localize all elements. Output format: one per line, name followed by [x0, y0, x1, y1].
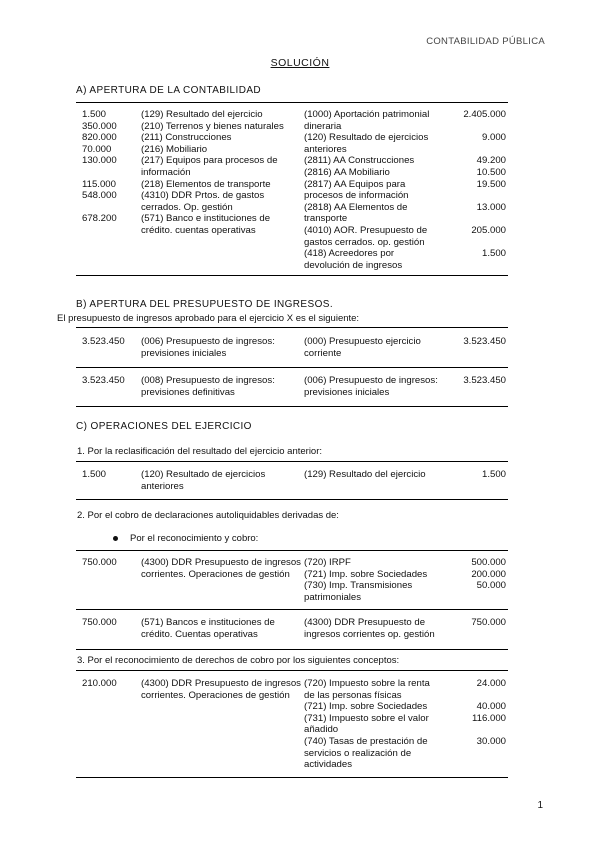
section-c-heading: C) OPERACIONES DEL EJERCICIO: [76, 421, 252, 432]
credit-account: (740) Tasas de prestación de servicios o realización de actividades: [304, 735, 428, 771]
section-b-table: [76, 327, 508, 407]
credit-account: (006) Presupuesto de ingresos: previsiones iniciales: [304, 375, 438, 398]
credit-amount: 1.500: [481, 248, 506, 260]
credit-account: (731) Impuesto sobre el valor añadido: [304, 712, 429, 736]
credit-amount: 40.000: [476, 701, 506, 713]
amount: 820.000: [82, 132, 117, 144]
credit-amount: 200.000: [471, 568, 506, 580]
credit-account: (2811) AA Construcciones: [304, 155, 415, 167]
credit-amount: 1.500: [481, 469, 506, 480]
credit-amount: 9.000: [481, 132, 506, 144]
credit-amount: 205.000: [471, 224, 506, 236]
credit-account: (2818) AA Elementos de transporte: [304, 201, 408, 225]
credit-amount: 30.000: [476, 735, 506, 747]
credit-account: (2817) AA Equipos para procesos de información: [304, 178, 409, 202]
table-bottom-rule: [76, 275, 508, 276]
credit-amount: 24.000: [476, 678, 506, 689]
table-bottom-rule: [76, 406, 508, 407]
credit-amount: 19.500: [476, 178, 506, 190]
credit-account: (721) Imp. sobre Sociedades: [304, 568, 428, 580]
credit-amount: 750.000: [471, 617, 506, 629]
credit-amount: 2.405.000: [463, 109, 506, 120]
amount: [82, 167, 141, 179]
credit-account: (2816) AA Mobiliario: [304, 166, 390, 178]
debit-account: (006) Presupuesto de ingresos: previsiones iniciales: [141, 336, 275, 359]
amount: 678.200: [82, 213, 117, 225]
amount: 70.000: [82, 143, 112, 155]
amount: 130.000: [82, 155, 117, 167]
credit-account: (720) IRPF: [304, 557, 351, 568]
credit-amount: 50.000: [476, 580, 506, 592]
table-bottom-rule: [76, 649, 508, 650]
credit-account: (129) Resultado del ejercicio: [304, 469, 426, 480]
debit-amount: 750.000: [82, 557, 117, 568]
debit-account: (4300) DDR Presupuesto de ingresos corrientes. Operaciones de gestión: [141, 557, 301, 580]
running-header: CONTABILIDAD PÚBLICA: [426, 36, 545, 47]
table-bottom-rule: [76, 499, 508, 500]
debit-amount: 750.000: [82, 617, 117, 629]
item-1-table: [76, 461, 508, 500]
credit-amount: 3.523.450: [463, 375, 506, 387]
debit-account: (4300) DDR Presupuesto de ingresos corrientes. Operaciones de gestión: [141, 678, 301, 701]
credit-amount: 49.200: [476, 155, 506, 167]
item-2-label: 2. Por el cobro de declaraciones autoliquidables derivadas de:: [77, 510, 339, 521]
debit-account: (008) Presupuesto de ingresos: previsiones definitivas: [141, 375, 275, 398]
section-b-intro: El presupuesto de ingresos aprobado para el ejercicio X es el siguiente:: [57, 313, 360, 324]
debit-amount: 3.523.450: [82, 375, 125, 387]
credit-amount: 3.523.450: [463, 336, 506, 347]
amount: 1.500: [82, 109, 107, 120]
amount: [82, 202, 141, 214]
section-a-table: [76, 102, 508, 276]
credit-account: (721) Imp. sobre Sociedades: [304, 701, 428, 713]
debit-amount: 1.500: [82, 469, 107, 480]
credit-amount: 10.500: [476, 166, 506, 178]
credit-amount: 116.000: [472, 712, 506, 724]
credit-account: (418) Acreedores por devolución de ingresos: [304, 248, 403, 271]
item-2-bullet: [113, 533, 258, 544]
debit-amount: 210.000: [82, 678, 117, 689]
page-title: SOLUCIÓN: [270, 57, 330, 69]
debit-amounts: [76, 109, 141, 271]
bullet-text: Por el reconocimiento y cobro:: [130, 533, 259, 544]
credit-account: (4010) AOR. Presupuesto de gastos cerrados. op. gestión: [304, 224, 428, 248]
credit-account: (4300) DDR Presupuesto de ingresos corrientes op. gestión: [304, 617, 435, 640]
credit-amount: 500.000: [471, 557, 506, 568]
section-a-heading: A) APERTURA DE LA CONTABILIDAD: [76, 85, 262, 96]
credit-account: (1000) Aportación patrimonial dineraria: [304, 109, 430, 132]
credit-account: (720) Impuesto sobre la renta de las personas físicas: [304, 678, 430, 701]
page-number: 1: [537, 800, 543, 811]
item-1-label: 1. Por la reclasificación del resultado del ejercicio anterior:: [77, 446, 323, 457]
section-b-heading: B) APERTURA DEL PRESUPUESTO DE INGRESOS.: [76, 299, 333, 310]
item-3-label: 3. Por el reconocimiento de derechos de cobro por los siguientes conceptos:: [77, 655, 400, 666]
credit-account: (120) Resultado de ejercicios anteriores: [304, 132, 429, 155]
credit-account: (000) Presupuesto ejercicio corriente: [304, 336, 421, 359]
amount: 115.000: [82, 178, 116, 190]
debit-account: (120) Resultado de ejercicios anteriores: [141, 469, 266, 492]
credit-entries: [304, 109, 508, 271]
amount: 350.000: [82, 120, 117, 132]
credit-amount: 13.000: [476, 201, 506, 213]
bullet-icon: [113, 536, 118, 541]
credit-entries: [304, 557, 508, 603]
debit-account: (571) Bancos e instituciones de crédito. Cuentas operativas: [141, 617, 275, 640]
table-bottom-rule: [76, 777, 508, 778]
credit-account: (730) Imp. Transmisiones patrimoniales: [304, 580, 413, 603]
amount: 548.000: [82, 190, 117, 202]
credit-entries: [304, 678, 508, 771]
item-3-table: [76, 670, 508, 778]
debit-amount: 3.523.450: [82, 336, 125, 347]
item-2-table: [76, 550, 508, 650]
debit-accounts: (129) Resultado del ejercicio (210) Terrenos y bienes naturales (211) Construcciones (216) Mobiliario (217) Equipos para procesos de información (218) Elementos de transporte (4310) DDR Prtos. de gastos cerrados. Op. gestión (571) Banco e instituciones de crédito. cuentas operativas: [141, 109, 284, 236]
